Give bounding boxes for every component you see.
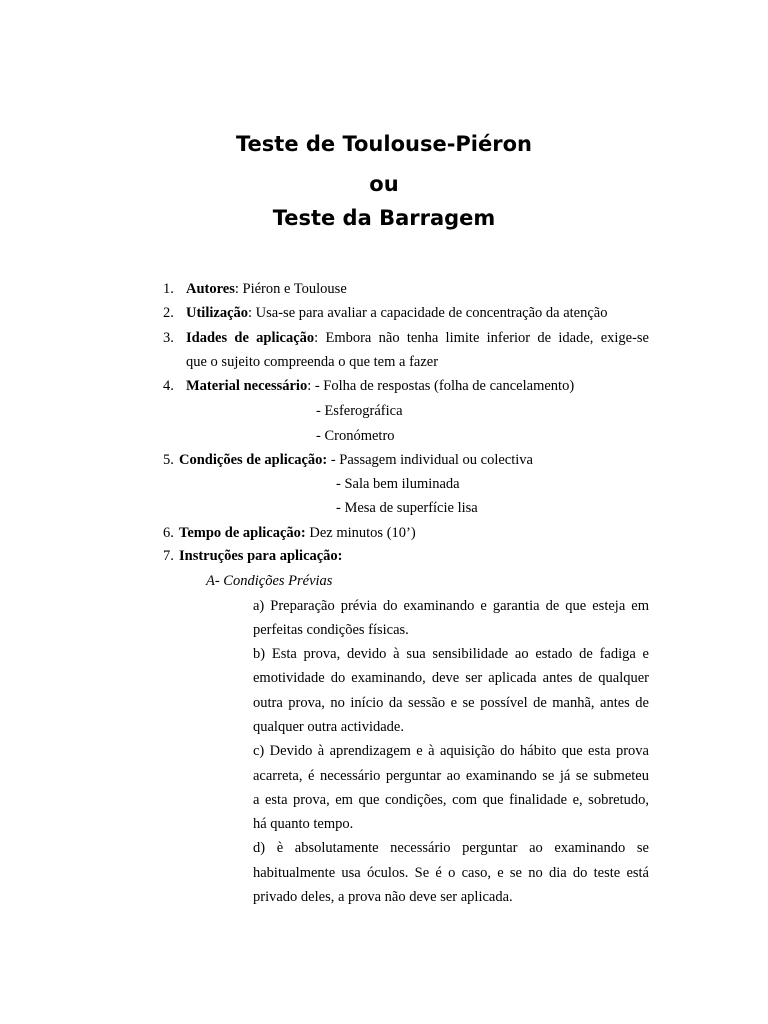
item-3-continuation: que o sujeito compreenda o que tem a fazer: [186, 354, 439, 370]
para-d-line-2: habitualmente usa óculos. Se é o caso, e se no dia do teste está: [253, 865, 649, 881]
item-1: [186, 279, 347, 299]
title-line-1: Teste de Toulouse-Piéron: [236, 132, 532, 156]
item-6-label: Tempo de aplicação:: [179, 525, 306, 541]
item-4-text: : - Folha de respostas (folha de cancelamento): [307, 378, 575, 394]
item-3-label: Idades de aplicação: [186, 330, 315, 346]
item-7: [179, 546, 343, 566]
item-7-label: Instruções para aplicação:: [179, 548, 343, 564]
para-c-line-1: c) Devido à aprendizagem e à aquisição do hábito que esta prova: [253, 743, 649, 759]
para-a-line-2: perfeitas condições físicas.: [253, 622, 409, 638]
para-b-line-2: emotividade do examinando, deve ser aplicada antes de qualquer: [253, 670, 649, 686]
para-d-line-1: d) è absolutamente necessário perguntar ao examinando se: [253, 840, 649, 856]
item-1-label: Autores: [186, 281, 235, 297]
item-5-text: - Passagem individual ou colectiva: [327, 452, 533, 468]
title-line-2: ou: [369, 172, 399, 196]
para-b-line-1: b) Esta prova, devido à sua sensibilidade ao estado de fadiga e: [253, 646, 649, 662]
title-line-3: Teste da Barragem: [272, 206, 496, 230]
item-1-text: : Piéron e Toulouse: [234, 281, 347, 297]
item-4-label: Material necessário: [186, 378, 308, 394]
para-b-line-4: qualquer outra actividade.: [253, 719, 404, 735]
item-2: [186, 303, 607, 323]
para-c-line-2: acarreta, é necessário perguntar ao examinando se já se submeteu: [253, 768, 649, 784]
item-4-number: 4.: [163, 378, 174, 394]
item-5-sub-1: - Sala bem iluminada: [336, 476, 460, 492]
para-d-line-3: privado deles, a prova não deve ser aplicada.: [253, 889, 513, 905]
item-4: [186, 376, 574, 396]
para-c-line-4: há quanto tempo.: [253, 816, 354, 832]
item-4-sub-2: - Cronómetro: [316, 428, 395, 444]
para-b-line-3: outra prova, no início da sessão e se possível de manhã, antes de: [253, 695, 649, 711]
item-5: [179, 450, 533, 470]
item-6-number: 6.: [163, 525, 174, 541]
item-5-label: Condições de aplicação:: [179, 452, 328, 468]
para-a-line-1: a) Preparação prévia do examinando e garantia de que esteja em: [253, 598, 649, 614]
item-3-text: : Embora não tenha limite inferior de idade, exige-se: [314, 330, 649, 346]
section-a-heading: A- Condições Prévias: [206, 573, 333, 589]
item-3-number: 3.: [163, 330, 174, 346]
item-6-text: Dez minutos (10’): [305, 525, 416, 541]
item-2-text: : Usa-se para avaliar a capacidade de concentração da atenção: [248, 305, 608, 321]
item-2-label: Utilização: [186, 305, 249, 321]
item-5-sub-2: - Mesa de superfície lisa: [336, 500, 478, 516]
item-6: [179, 523, 416, 543]
item-5-number: 5.: [163, 452, 174, 468]
item-3: [186, 328, 649, 348]
item-1-number: 1.: [163, 281, 174, 297]
item-4-sub-1: - Esferográfica: [316, 403, 403, 419]
para-c-line-3: a esta prova, em que condições, com que finalidade e, sobretudo,: [253, 792, 649, 808]
item-2-number: 2.: [163, 305, 174, 321]
item-7-number: 7.: [163, 548, 174, 564]
